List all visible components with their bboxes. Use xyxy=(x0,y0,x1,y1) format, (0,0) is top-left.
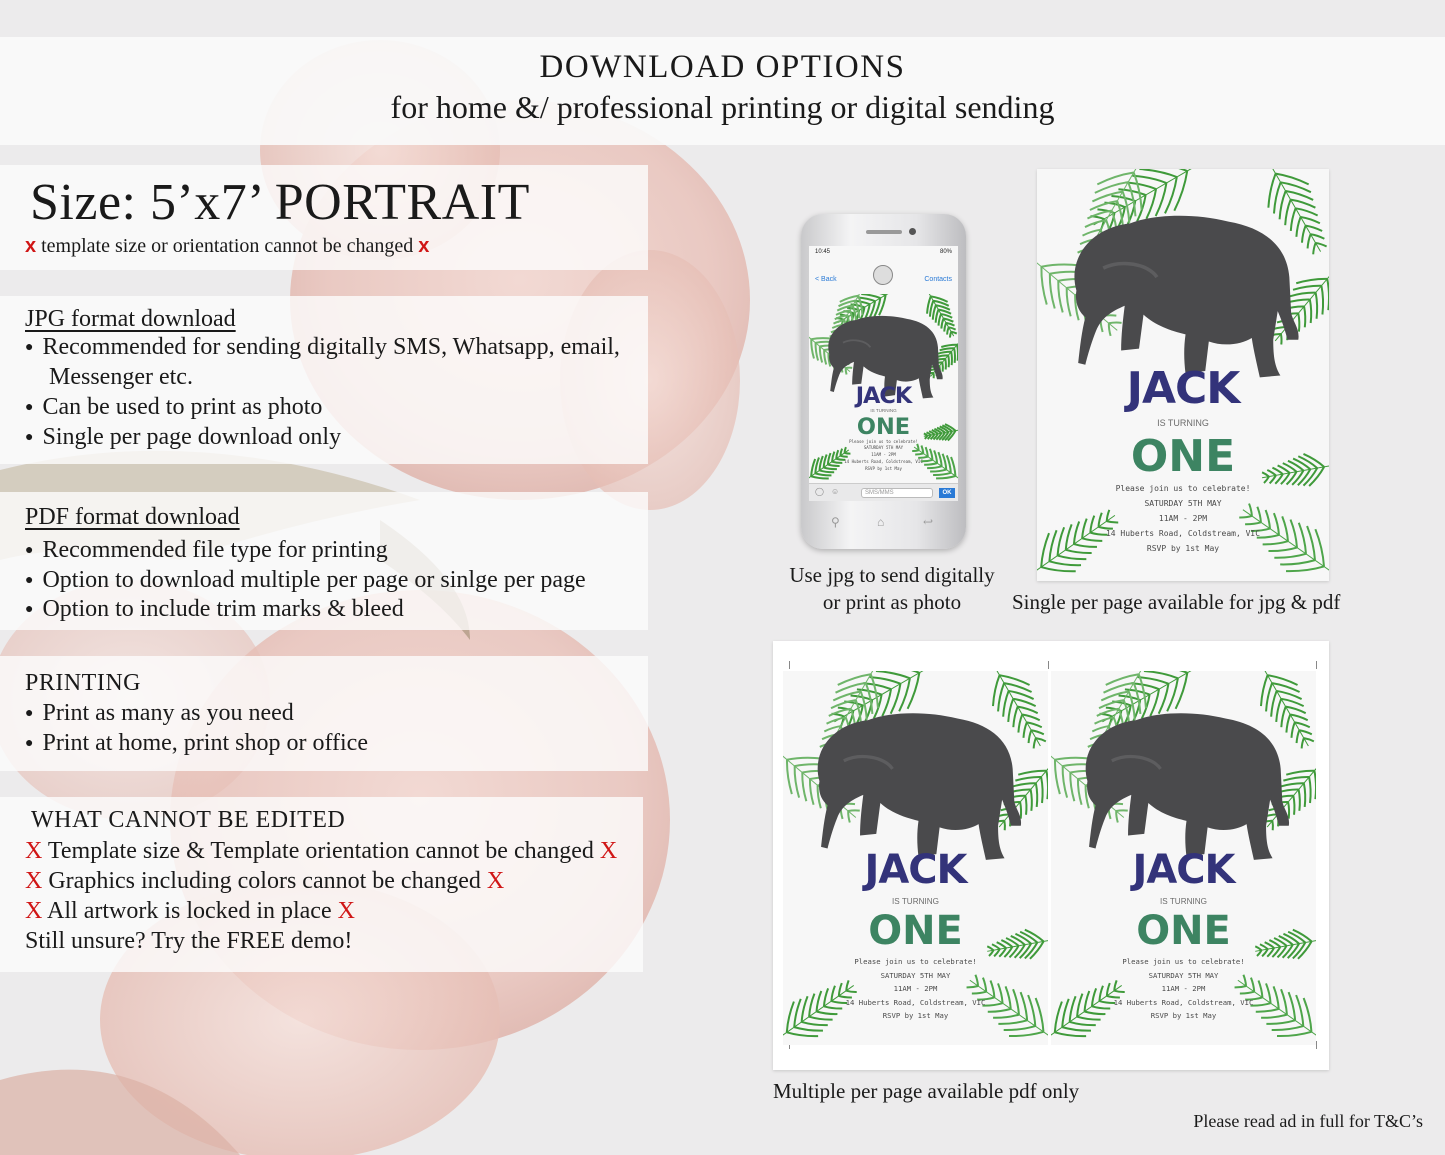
invite-name: JACK xyxy=(1126,362,1240,414)
phone-speaker xyxy=(866,230,902,234)
jpg-bullet: ● Can be used to print as photo xyxy=(25,394,322,421)
invite-turning: IS TURNING xyxy=(1160,897,1207,907)
invite-detail-line: 11AM - 2PM xyxy=(1158,513,1208,523)
x-mark-icon: x xyxy=(25,235,37,257)
terms-note: Please read ad in full for T&C’s xyxy=(1193,1111,1423,1131)
status-battery: 80% xyxy=(939,249,952,255)
invite-detail-line: SATURDAY 5TH MAY xyxy=(1148,970,1219,980)
printing-heading: PRINTING xyxy=(25,670,141,696)
elephant-illustration xyxy=(810,708,1028,862)
x-mark-icon: X xyxy=(599,838,618,864)
size-note-text: template size or orientation cannot be changed xyxy=(41,235,414,257)
phone-mockup xyxy=(801,214,966,549)
cannot-edit-heading: WHAT CANNOT BE EDITED xyxy=(31,807,346,833)
back-icon[interactable]: ↩ xyxy=(923,515,934,529)
pdf-bullet: ● Option to include trim marks & bleed xyxy=(25,596,404,623)
header-band xyxy=(0,37,1445,145)
invite-age: ONE xyxy=(868,908,963,955)
phone-home-bar xyxy=(809,507,958,543)
jpg-bullet: ● Recommended for sending digitally SMS, Whatsapp, email, xyxy=(25,334,620,361)
invite-name: JACK xyxy=(855,382,912,409)
x-mark-icon: X xyxy=(25,868,43,894)
jpg-bullet: ● Single per page download only xyxy=(25,424,341,451)
camera-icon[interactable]: ◯ xyxy=(815,487,824,496)
phone-caption: Use jpg to send digitally or print as photo xyxy=(789,563,995,614)
invite-detail-line: 14 Huberts Road, Coldstream, VIC xyxy=(1105,528,1261,538)
invite-age: ONE xyxy=(856,414,911,440)
search-icon[interactable]: ⚲ xyxy=(831,515,840,529)
invite-turning: IS TURNING xyxy=(870,408,897,414)
invite-detail-line: Please join us to celebrate! xyxy=(849,438,918,444)
single-caption: Single per page available for jpg & pdf xyxy=(1012,590,1341,614)
invite-detail-line: 14 Huberts Road, Coldstream, VIC xyxy=(845,997,986,1007)
elephant-illustration xyxy=(1066,210,1306,380)
cannot-edit-item: X Template size & Template orientation cannot be changed X xyxy=(25,838,618,864)
contacts-link[interactable]: Contacts xyxy=(924,276,952,283)
invite-detail-line: 11AM - 2PM xyxy=(871,452,896,458)
emoji-icon[interactable]: ☺ xyxy=(831,487,840,496)
invite-detail-line: RSVP by 1st May xyxy=(882,1010,949,1020)
send-button[interactable]: OK xyxy=(939,488,955,498)
camera-icon xyxy=(909,228,916,235)
invite-detail-line: 11AM - 2PM xyxy=(893,984,938,994)
x-mark-icon: X xyxy=(25,898,43,924)
pdf-heading: PDF format download xyxy=(25,504,240,530)
invite-age: ONE xyxy=(1130,430,1236,482)
pdf-bullet: ● Recommended file type for printing xyxy=(25,537,388,564)
jpg-panel xyxy=(0,296,648,464)
phone-status-bar xyxy=(809,246,958,260)
sheet-invitation-card-right xyxy=(1051,671,1316,1045)
jpg-bullet-continued: Messenger etc. xyxy=(49,364,193,390)
x-mark-icon: X xyxy=(486,868,505,894)
invite-detail-line: RSVP by 1st May xyxy=(1150,1010,1217,1020)
invite-detail-line: SATURDAY 5TH MAY xyxy=(1144,499,1222,508)
demo-prompt: Still unsure? Try the FREE demo! xyxy=(25,928,353,954)
multi-page-sheet xyxy=(773,641,1329,1070)
invite-detail-line: 11AM - 2PM xyxy=(1161,984,1206,994)
jpg-heading: JPG format download xyxy=(25,306,236,332)
cannot-edit-item: X Graphics including colors cannot be changed X xyxy=(25,868,505,894)
invite-turning: IS TURNING xyxy=(892,897,939,907)
invite-name: JACK xyxy=(1132,846,1235,893)
x-mark-icon: x xyxy=(418,235,430,257)
size-title: Size: 5’x7’ PORTRAIT xyxy=(30,174,530,231)
printing-bullet: ● Print at home, print shop or office xyxy=(25,730,368,757)
page-title: DOWNLOAD OPTIONS xyxy=(539,49,906,85)
invite-name: JACK xyxy=(864,846,967,893)
size-panel xyxy=(0,165,648,270)
invite-detail-line: 14 Huberts Road, Coldstream, VIC xyxy=(844,458,923,464)
invite-detail-line: Please join us to celebrate! xyxy=(854,957,977,967)
single-invitation-card xyxy=(1037,169,1329,581)
invite-detail-line: RSVP by 1st May xyxy=(1146,543,1220,553)
pdf-bullet: ● Option to download multiple per page or sinlge per page xyxy=(25,567,586,594)
invite-detail-line: Please join us to celebrate! xyxy=(1122,957,1245,967)
phone-invitation-card xyxy=(809,294,958,483)
phone-screen xyxy=(809,246,958,501)
home-icon[interactable]: ⌂ xyxy=(877,515,885,529)
phone-nav-bar xyxy=(809,260,958,294)
back-link[interactable]: < Back xyxy=(815,276,837,283)
page-subtitle: for home &/ professional printing or digital sending xyxy=(390,89,1055,125)
printing-panel xyxy=(0,656,648,771)
invite-detail-line: RSVP by 1st May xyxy=(865,465,902,471)
invite-detail-line: SATURDAY 5TH MAY xyxy=(880,970,951,980)
cannot-edit-item: X All artwork is locked in place X xyxy=(25,898,355,924)
elephant-illustration xyxy=(1078,708,1296,862)
printing-bullet: ● Print as many as you need xyxy=(25,700,294,727)
contact-avatar-icon xyxy=(873,265,893,285)
invite-age: ONE xyxy=(1136,908,1231,955)
pdf-panel xyxy=(0,492,648,630)
invite-detail-line: 14 Huberts Road, Coldstream, VIC xyxy=(1113,997,1254,1007)
cannot-edit-panel xyxy=(0,797,643,972)
sheet-invitation-card-left xyxy=(783,671,1048,1045)
status-time: 10:45 xyxy=(815,249,831,255)
multiple-caption: Multiple per page available pdf only xyxy=(773,1079,1080,1103)
x-mark-icon: X xyxy=(337,898,355,924)
invite-detail-line: Please join us to celebrate! xyxy=(1115,484,1251,494)
invite-turning: IS TURNING xyxy=(1157,418,1209,429)
invite-detail-line: SATURDAY 5TH MAY xyxy=(863,445,904,451)
size-note xyxy=(25,235,429,258)
message-input[interactable]: SMS/MMS xyxy=(861,488,933,498)
x-mark-icon: X xyxy=(25,838,43,864)
message-input-bar xyxy=(809,483,958,501)
